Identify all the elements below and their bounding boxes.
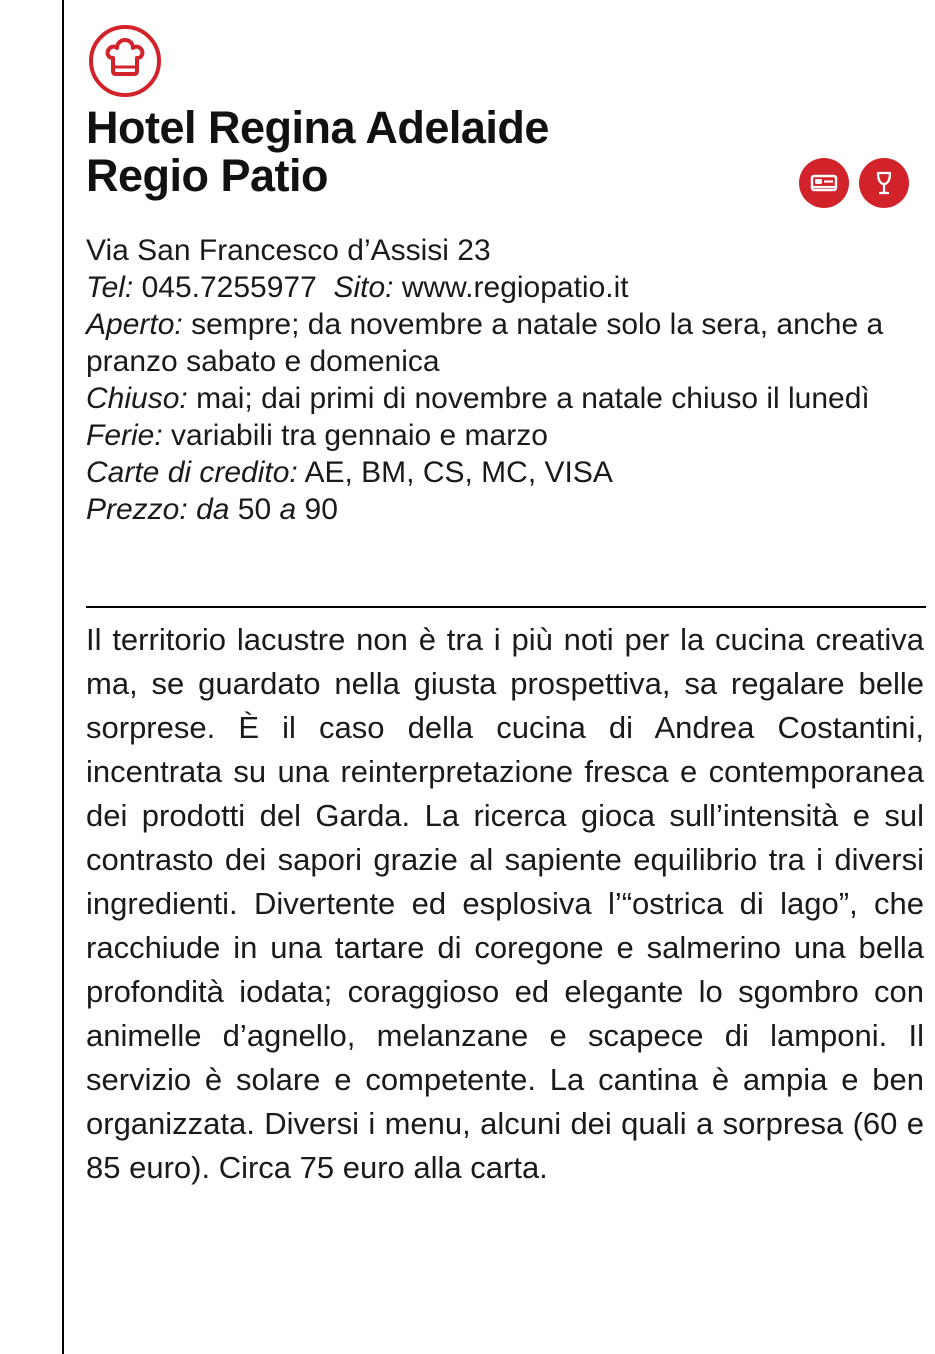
open-line <box>86 306 916 380</box>
credit-cards-label: Carte di credito: <box>86 456 298 489</box>
closed-line <box>86 380 916 417</box>
review-paragraph: Il territorio lacustre non è tra i più noti per la cucina creativa ma, se guardato nella giusta prospettiva, sa regalare belle sorprese. È il caso della cucina di Andrea Costantini, incentrata su una reinterpretazione fresca e contemporanea dei prodotti del Garda. La ricerca gioca sull’intensità e sul contrasto dei sapori grazie al sapiente equilibrio tra i diversi ingredienti. Divertente ed esplosiva l’“ostrica di lago”, che racchiude in una tartare di coregone e salmerino una bella profondità iodata; coraggioso ed elegante lo sgombro con animelle d’agnello, melanzane e scapece di lamponi. Il servizio è solare e competente. La cantina è ampia e ben organizzata. Diversi i menu, alcuni dei quali a sorpresa (60 e 85 euro). Circa 75 euro alla carta. <box>86 622 924 1185</box>
bed-icon <box>799 158 849 208</box>
contact-line <box>86 269 916 306</box>
review-text <box>86 618 924 1190</box>
price-to-value: 90 <box>304 493 338 526</box>
tel-value: 045.7255977 <box>141 271 317 304</box>
venue-info <box>86 232 916 528</box>
site-label: Sito: <box>333 271 394 304</box>
wine-glass-icon <box>859 158 909 208</box>
page-title <box>86 104 786 200</box>
price-label: Prezzo: <box>86 493 188 526</box>
divider <box>86 606 926 608</box>
credit-cards-value: AE, BM, CS, MC, VISA <box>304 456 613 489</box>
credit-cards-line <box>86 454 916 491</box>
title-line-2: Regio Patio <box>86 150 329 201</box>
open-label: Aperto: <box>86 308 183 341</box>
title-line-1: Hotel Regina Adelaide <box>86 102 549 153</box>
price-from-value: 50 <box>237 493 272 526</box>
price-from-label: da <box>196 493 230 526</box>
holidays-value: variabili tra gennaio e marzo <box>171 419 548 452</box>
holidays-line <box>86 417 916 454</box>
address-value: Via San Francesco d’Assisi 23 <box>86 234 491 267</box>
address-line <box>86 232 916 269</box>
price-to-label: a <box>279 493 297 526</box>
holidays-label: Ferie: <box>86 419 163 452</box>
open-value: sempre; da novembre a natale solo la sera, anche a pranzo sabato e domenica <box>86 308 884 378</box>
closed-value: mai; dai primi di novembre a natale chiuso il lunedì <box>196 382 870 415</box>
chef-hat-icon <box>88 24 162 98</box>
price-line <box>86 491 916 528</box>
left-vertical-rule <box>62 0 64 1354</box>
closed-label: Chiuso: <box>86 382 188 415</box>
category-icons <box>799 158 909 208</box>
site-value[interactable]: www.regiopatio.it <box>401 271 629 304</box>
tel-label: Tel: <box>86 271 134 304</box>
